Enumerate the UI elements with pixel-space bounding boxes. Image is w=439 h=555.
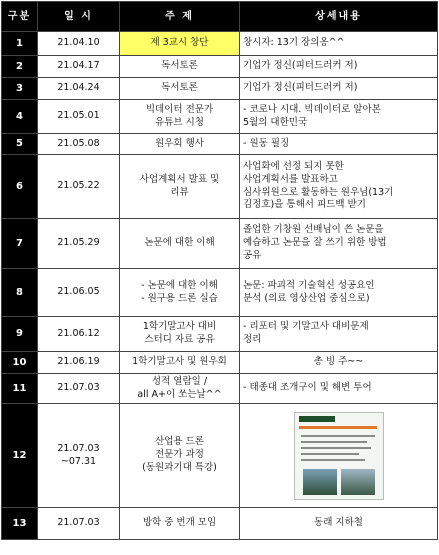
row-detail: 동래 지하철 [240, 508, 438, 540]
row-topic: 제 3교시 창단 [120, 32, 240, 56]
row-detail: - 원동 필징 [240, 134, 438, 155]
row-date: 21.07.03 [38, 508, 120, 540]
row-date: 21.04.17 [38, 56, 120, 78]
header-detail: 상세내용 [240, 2, 438, 32]
course-poster-image [294, 412, 384, 500]
row-number: 7 [2, 219, 38, 269]
table-row [2, 269, 438, 317]
table-row [2, 32, 438, 56]
row-number: 6 [2, 155, 38, 219]
poster-text-line [301, 453, 359, 455]
table-row [2, 404, 438, 508]
row-number: 10 [2, 352, 38, 374]
poster-text-line [301, 441, 367, 443]
row-date: 21.04.10 [38, 32, 120, 56]
row-detail: 기업가 정신(피터드러커 저) [240, 78, 438, 100]
schedule-table [1, 1, 438, 540]
row-detail: 기업가 정신(피터드러커 저) [240, 56, 438, 78]
header-row [2, 2, 438, 32]
row-date: 21.05.01 [38, 100, 120, 134]
row-date: 21.06.05 [38, 269, 120, 317]
row-number: 2 [2, 56, 38, 78]
poster-subtitle-bar [299, 426, 377, 429]
row-detail: 사업화에 선정 되지 못한 사업계획서를 발표하고 심사위원으로 활동하는 원우님(13기 김정호)을 통해서 피드백 받기 [240, 155, 438, 219]
row-number: 13 [2, 508, 38, 540]
row-detail: 논문: 파괴적 기술혁신 성공요인 분석 (의료 영상산업 중심으로) [240, 269, 438, 317]
row-number: 1 [2, 32, 38, 56]
table-row [2, 508, 438, 540]
row-date: 21.07.03 [38, 374, 120, 404]
poster-text-line [301, 459, 365, 461]
poster-photo [341, 469, 375, 495]
row-number: 12 [2, 404, 38, 508]
row-detail: - 리포터 및 기말고사 대비문제 정리 [240, 317, 438, 352]
row-number: 11 [2, 374, 38, 404]
row-topic: 방학 중 번개 모임 [120, 508, 240, 540]
row-detail: - 코로나 시대. 빅데이터로 알아본 5월의 대한민국 [240, 100, 438, 134]
row-date: 21.04.24 [38, 78, 120, 100]
poster-title-bar [299, 416, 335, 422]
table-row [2, 155, 438, 219]
table-row [2, 352, 438, 374]
row-detail: - 태종대 조개구이 및 해변 투어 [240, 374, 438, 404]
row-date: 21.05.22 [38, 155, 120, 219]
poster-text-line [301, 435, 375, 437]
header-topic: 주 제 [120, 2, 240, 32]
row-date: 21.05.29 [38, 219, 120, 269]
row-detail: 창시자: 13기 장의옹^^ [240, 32, 438, 56]
row-topic: 산업용 드론 전문가 과정 (동원과기대 특강) [120, 404, 240, 508]
row-topic: 독서토론 [120, 78, 240, 100]
row-date: 21.05.08 [38, 134, 120, 155]
poster-photo [303, 469, 337, 495]
row-number: 8 [2, 269, 38, 317]
table-row [2, 100, 438, 134]
row-topic: 독서토론 [120, 56, 240, 78]
row-topic: - 논문에 대한 이해 - 원구용 드론 실습 [120, 269, 240, 317]
row-number: 3 [2, 78, 38, 100]
row-number: 4 [2, 100, 38, 134]
row-detail: 졸업한 기창원 선배님이 쓴 논문을 예습하고 논문을 잘 쓰기 위한 방법 공유 [240, 219, 438, 269]
row-topic: 빅데이터 전문가 유튜브 시청 [120, 100, 240, 134]
row-date: 21.06.19 [38, 352, 120, 374]
row-date: 21.07.03 ~07.31 [38, 404, 120, 508]
row-date: 21.06.12 [38, 317, 120, 352]
table-row [2, 374, 438, 404]
row-number: 9 [2, 317, 38, 352]
header-date: 일 시 [38, 2, 120, 32]
row-detail [240, 404, 438, 508]
row-topic: 성적 열람일 / all A+이 쏘는날^^ [120, 374, 240, 404]
row-topic: 원우회 행사 [120, 134, 240, 155]
table-row [2, 134, 438, 155]
row-detail: 총 빙 주~~ [240, 352, 438, 374]
table-row [2, 317, 438, 352]
table-row [2, 56, 438, 78]
row-topic: 논문에 대한 이해 [120, 219, 240, 269]
table-row [2, 78, 438, 100]
table-row [2, 219, 438, 269]
row-topic: 1학기말고사 및 원우회 [120, 352, 240, 374]
header-category: 구분 [2, 2, 38, 32]
row-number: 5 [2, 134, 38, 155]
poster-text-line [301, 447, 371, 449]
row-topic: 사업계획서 발표 및 리뷰 [120, 155, 240, 219]
row-topic: 1학기말고사 대비 스터디 자료 공유 [120, 317, 240, 352]
